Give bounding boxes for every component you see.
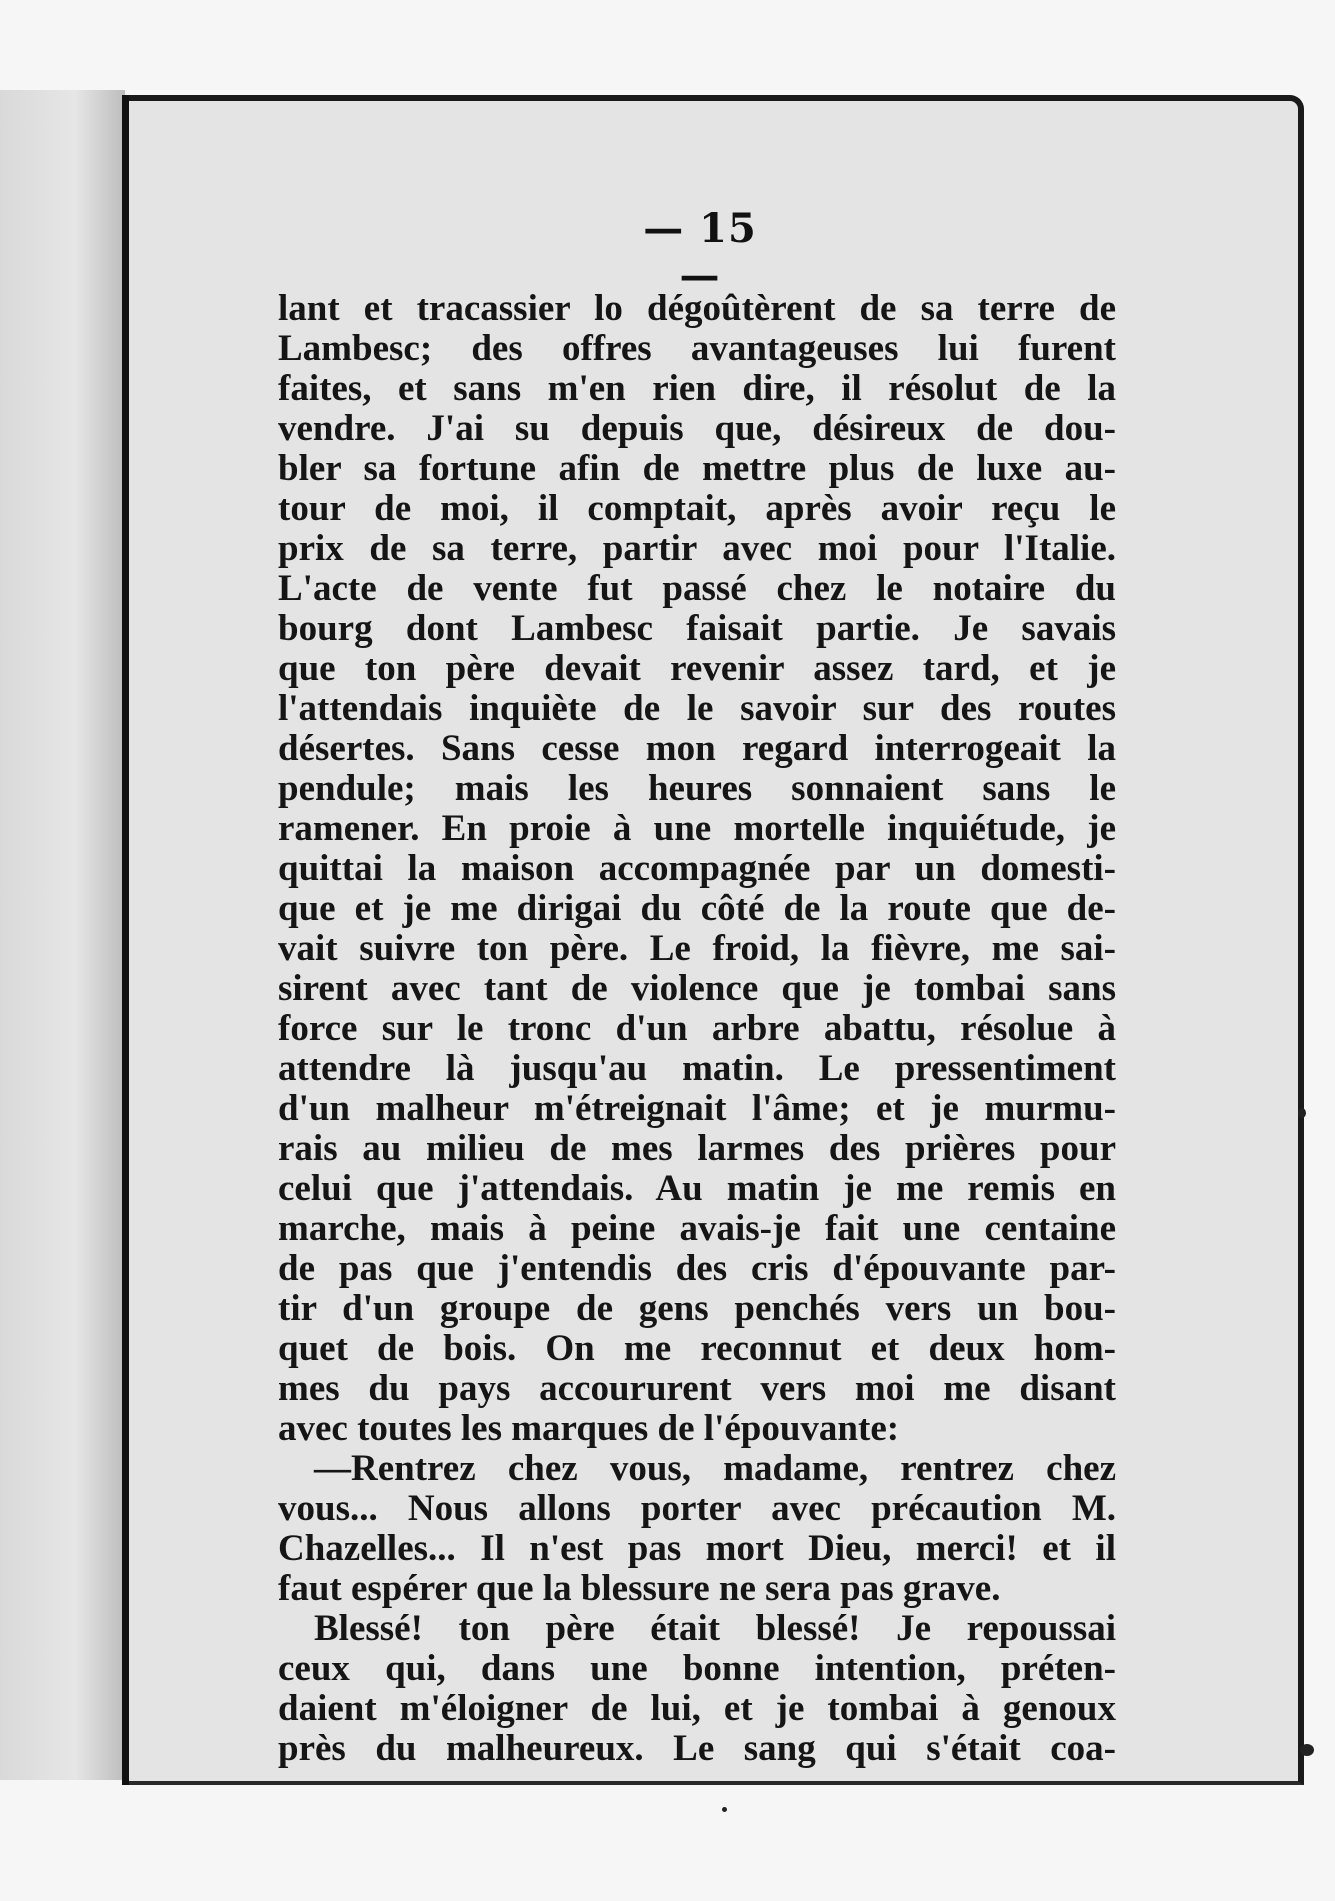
text-line: bourg dont Lambesc faisait partie. Je savais [278,609,1116,649]
text-line: faites, et sans m'en rien dire, il résolut de la [278,369,1116,409]
text-line: force sur le tronc d'un arbre abattu, résolue à [278,1009,1116,1049]
text-line: pendule; mais les heures sonnaient sans le [278,769,1116,809]
text-line: Chazelles... Il n'est pas mort Dieu, merci! et il [278,1529,1116,1569]
text-line: celui que j'attendais. Au matin je me remis en [278,1169,1116,1209]
text-line: prix de sa terre, partir avec moi pour l'Italie. [278,529,1116,569]
scan-speck [722,1807,727,1812]
text-line: vous... Nous allons porter avec précaution M. [278,1489,1116,1529]
text-line: ramener. En proie à une mortelle inquiétude, je [278,809,1116,849]
text-line: marche, mais à peine avais-je fait une centaine [278,1209,1116,1249]
text-line: de pas que j'entendis des cris d'épouvante par- [278,1249,1116,1289]
text-line: désertes. Sans cesse mon regard interrogeait la [278,729,1116,769]
text-line: ceux qui, dans une bonne intention, préten- [278,1649,1116,1689]
text-line: d'un malheur m'étreignait l'âme; et je murmu- [278,1089,1116,1129]
page-text [278,289,1116,1769]
text-line: bler sa fortune afin de mettre plus de luxe au- [278,449,1116,489]
text-line: tour de moi, il comptait, après avoir reçu le [278,489,1116,529]
scan-speck [1298,1108,1306,1118]
text-line: rais au milieu de mes larmes des prières pour [278,1129,1116,1169]
text-line: Blessé! ton père était blessé! Je repoussai [314,1609,1116,1649]
text-line: avec toutes les marques de l'épouvante: [278,1409,900,1449]
page-number: — 15 — [643,205,757,299]
text-line: L'acte de vente fut passé chez le notaire du [278,569,1116,609]
text-line: près du malheureux. Le sang qui s'était coa- [278,1729,1116,1769]
text-line: quittai la maison accompagnée par un domesti- [278,849,1116,889]
text-line: —Rentrez chez vous, madame, rentrez chez [314,1449,1116,1489]
book-spine [122,95,129,1785]
scan-speck [1300,1744,1314,1756]
left-page-edge [0,90,125,1780]
text-line: attendre là jusqu'au matin. Le pressentiment [278,1049,1116,1089]
text-line: daient m'éloigner de lui, et je tombai à genoux [278,1689,1116,1729]
text-line: vendre. J'ai su depuis que, désireux de dou- [278,409,1116,449]
text-line: vait suivre ton père. Le froid, la fièvre, me sai- [278,929,1116,969]
text-line: faut espérer que la blessure ne sera pas grave. [278,1569,1001,1609]
text-line: Lambesc; des offres avantageuses lui furent [278,329,1116,369]
text-line: mes du pays accoururent vers moi me disant [278,1369,1116,1409]
text-line: quet de bois. On me reconnut et deux hom- [278,1329,1116,1369]
text-line: que et je me dirigai du côté de la route que de- [278,889,1116,929]
text-line: lant et tracassier lo dégoûtèrent de sa terre de [278,289,1116,329]
text-line: tir d'un groupe de gens penchés vers un bou- [278,1289,1116,1329]
text-line: sirent avec tant de violence que je tombai sans [278,969,1116,1009]
text-line: l'attendais inquiète de le savoir sur des routes [278,689,1116,729]
text-line: que ton père devait revenir assez tard, et je [278,649,1116,689]
